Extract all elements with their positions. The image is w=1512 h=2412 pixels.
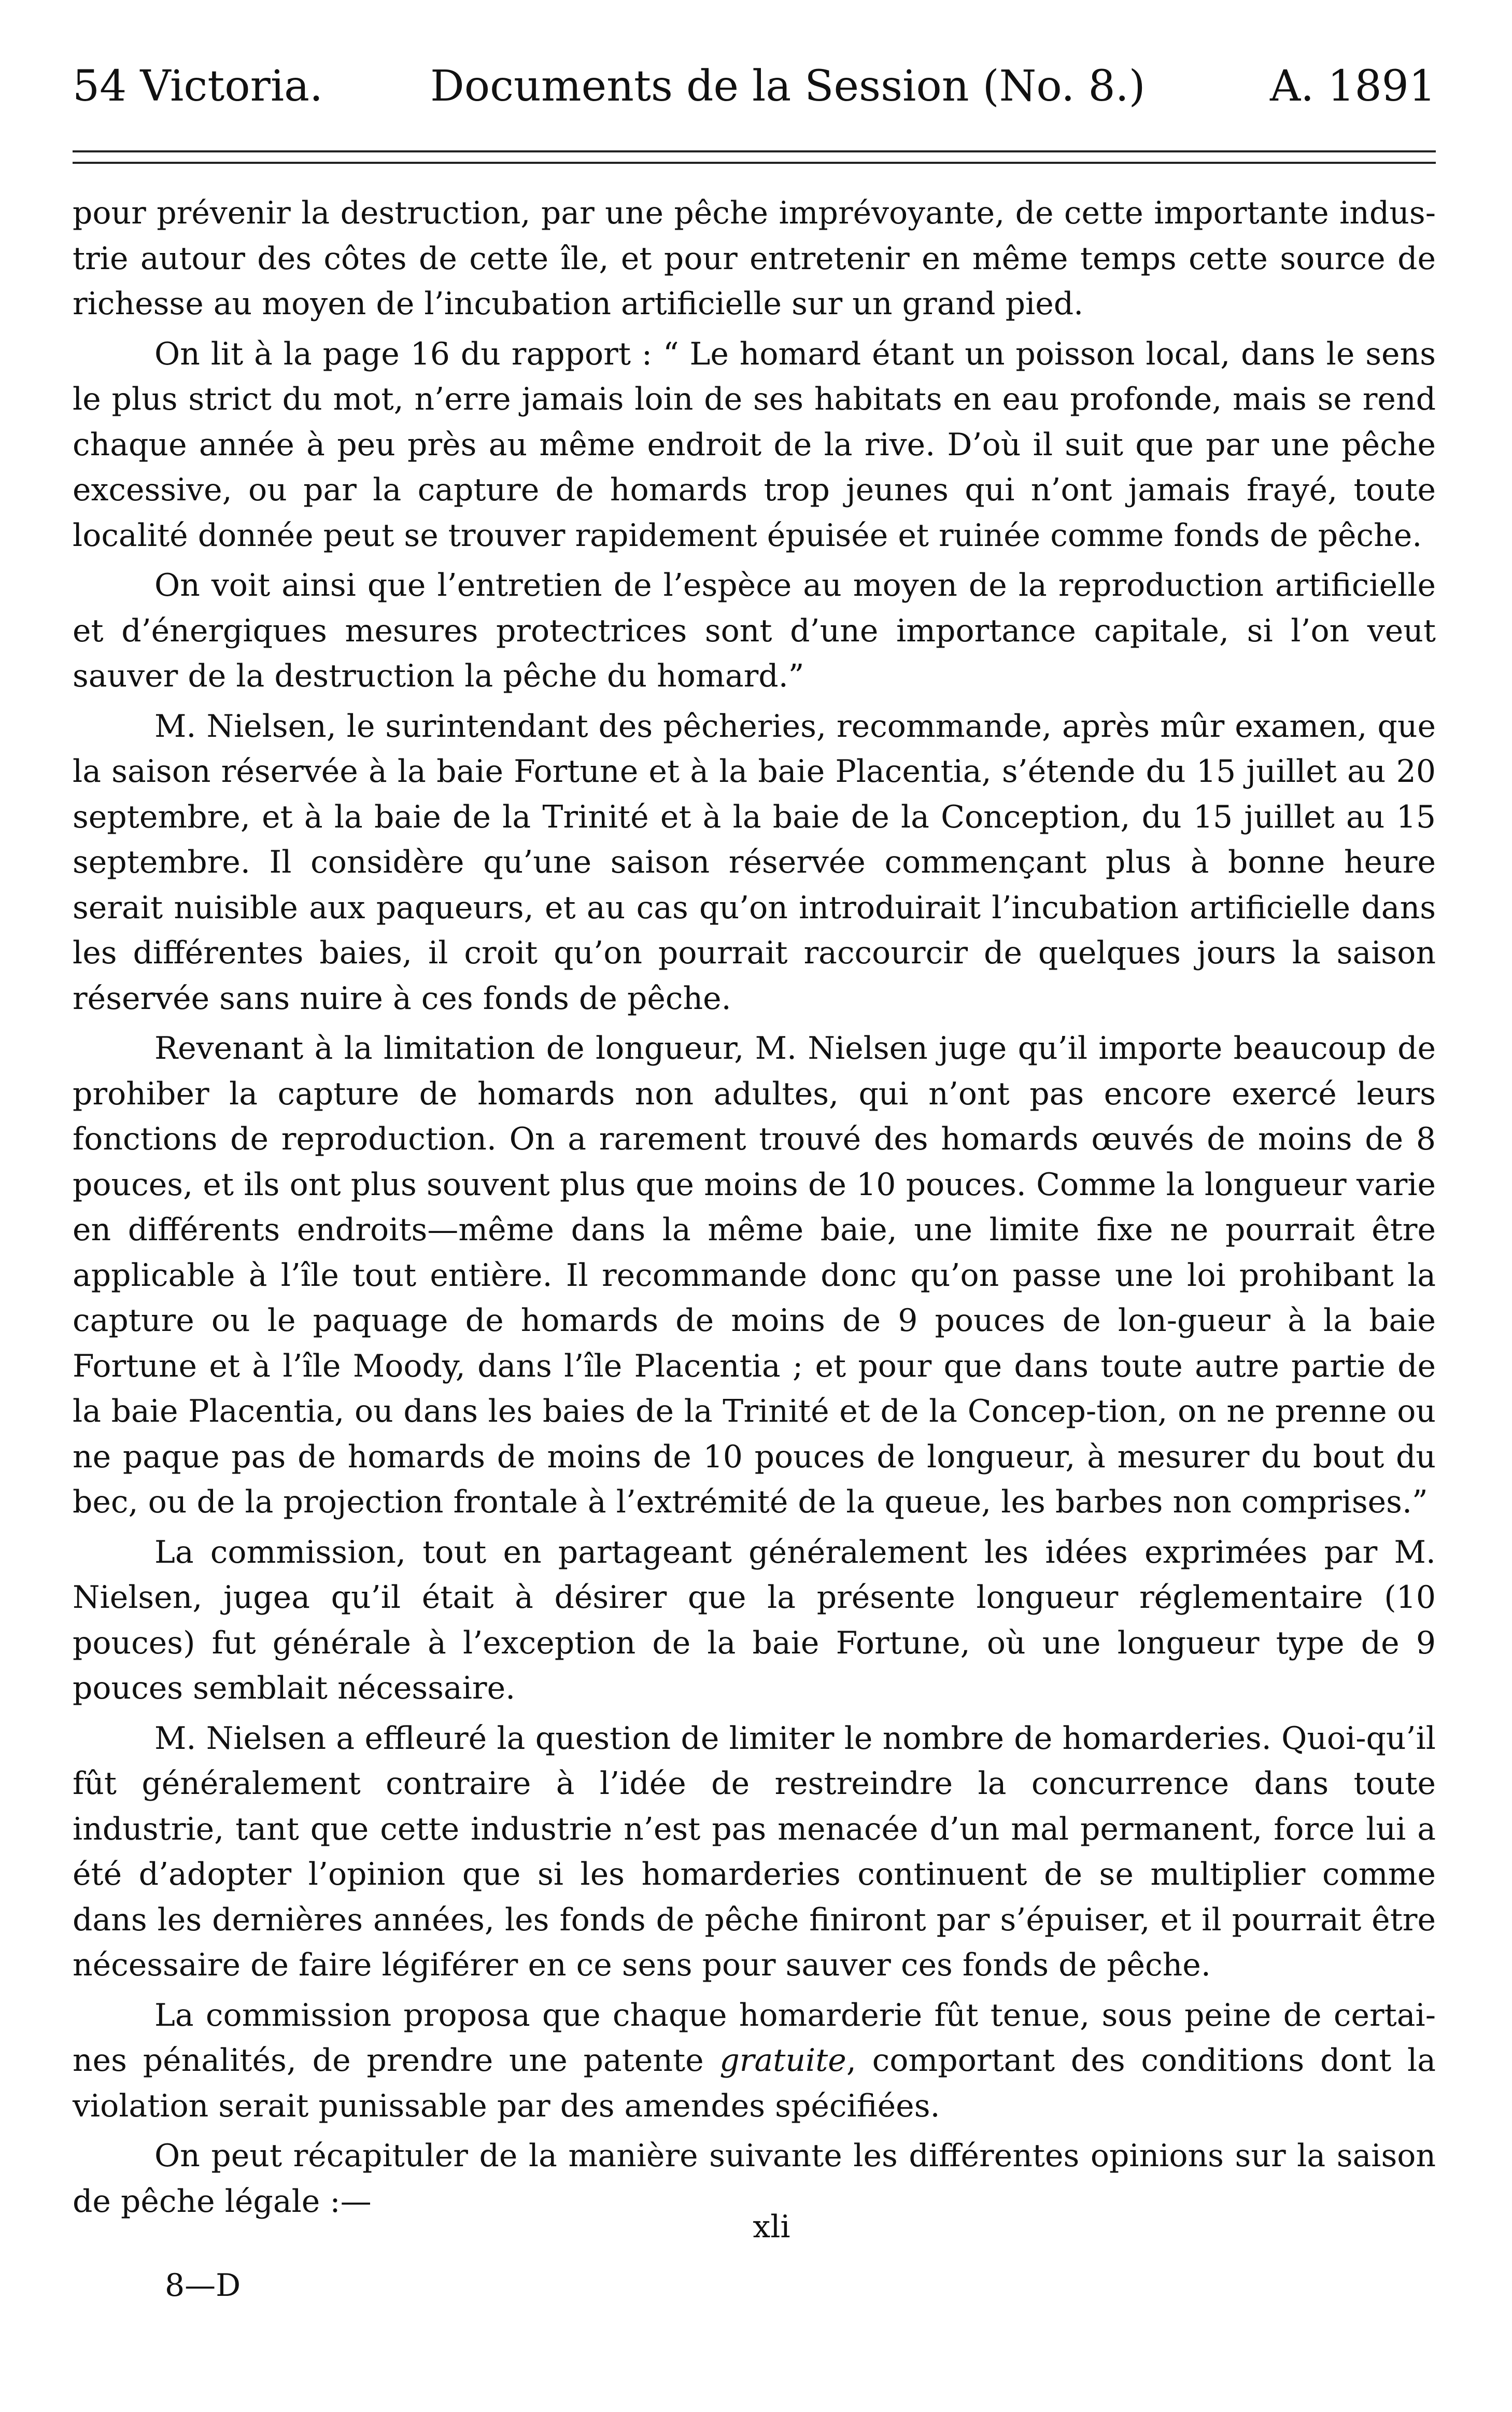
paragraph-5: Revenant à la limitation de longueur, M. Nielsen juge qu’il importe beaucoup de prohiber la capture de homards non adultes, qui n’ont pas encore exercé leurs fonctions de reproduction. On a rarement trouvé des homards œuvés de moins de 8 pouces, et ils ont plus souvent plus que moins de 10 pouces. Comme la longueur varie en différents endroits—même dans la même baie, une limite fixe ne pourrait être applicable à l’île tout entière. Il recommande donc qu’on passe une loi prohibant la capture ou le paquage de homards de moins de 9 pouces de lon-gueur à la baie Fortune et à l’île Moody, dans l’île Placentia ; et pour que dans toute autre partie de la baie Placentia, ou dans les baies de la Trinité et de la Concep-tion, on ne prenne ou ne paque pas de homards de moins de 10 pouces de longueur, à mesurer du bout du bec, ou de la projection frontale à l’extrémité de la queue, les barbes non comprises.”: [73, 1030, 1436, 1520]
paragraph-4: M. Nielsen, le surintendant des pêcheries, recommande, après mûr examen, que la saison réservée à la baie Fortune et à la baie Placentia, s’étende du 15 juillet au 20 septembre, et à la baie de la Trinité et à la baie de la Conception, du 15 juillet au 15 septembre. Il considère qu’une saison réservée commençant plus à bonne heure serait nuisible aux paqueurs, et au cas qu’on introduirait l’incubation artificielle dans les différentes baies, il croit qu’on pourrait raccourcir de quelques jours la saison réservée sans nuire à ces fonds de pêche.: [73, 708, 1436, 1017]
signature-mark: 8—D: [165, 2267, 241, 2304]
header-title: Documents de la Session (No. 8.): [430, 62, 1146, 111]
paragraph-8: [73, 1993, 1436, 2129]
page-number: xli: [753, 2209, 790, 2245]
paragraph-8-end: , comportant des conditions dont la violation serait punissable par des amendes spécifiées.: [73, 2042, 1436, 2124]
paragraph-6: La commission, tout en partageant généralement les idées exprimées par M. Nielsen, jugea qu’il était à désirer que la présente longueur réglementaire (10 pouces) fut générale à l’exception de la baie Fortune, où une longueur type de 9 pouces semblait nécessaire.: [73, 1534, 1436, 1706]
body-text: [73, 191, 1436, 2229]
paragraph-1: pour prévenir la destruction, par une pêche imprévoyante, de cette importante indus-trie autour des côtes de cette île, et pour entretenir en même temps cette source de richesse au moyen de l’incubation artificielle sur un grand pied.: [73, 195, 1436, 322]
header-rule-top: [73, 150, 1436, 152]
header-rule-bottom: [73, 162, 1436, 164]
paragraph-2: On lit à la page 16 du rapport : “ Le homard étant un poisson local, dans le sens le plus strict du mot, n’erre jamais loin de ses habitats en eau profonde, mais se rend chaque année à peu près au même endroit de la rive. D’où il suit que par une pêche excessive, ou par la capture de homards trop jeunes qui n’ont jamais frayé, toute localité donnée peut se trouver rapidement épuisée et ruinée comme fonds de pêche.: [73, 335, 1436, 554]
header-year: A. 1891: [1269, 62, 1436, 111]
paragraph-9: On peut récapituler de la manière suivante les différentes opinions sur la saison de pêche légale :—: [73, 2138, 1436, 2220]
header-volume: 54 Victoria.: [73, 62, 323, 111]
emphasis-gratuite: gratuite: [719, 2042, 846, 2079]
running-header: [73, 58, 1436, 115]
paragraph-7: M. Nielsen a effleuré la question de limiter le nombre de homarderies. Quoi-qu’il fût généralement contraire à l’idée de restreindre la concurrence dans toute industrie, tant que cette industrie n’est pas menacée d’un mal permanent, force lui a été d’adopter l’opinion que si les homarderies continuent de se multiplier comme dans les dernières années, les fonds de pêche finiront par s’épuiser, et il pourrait être nécessaire de faire légiférer en ce sens pour sauver ces fonds de pêche.: [73, 1720, 1436, 1983]
paragraph-8-start: La commission proposa que chaque homarderie fût tenue, sous peine de certai-nes pénalités, de prendre une patente: [73, 1997, 1436, 2079]
paragraph-3: On voit ainsi que l’entretien de l’espèce au moyen de la reproduction artificielle et d’énergiques mesures protectrices sont d’une importance capitale, si l’on veut sauver de la destruction la pêche du homard.”: [73, 567, 1436, 694]
